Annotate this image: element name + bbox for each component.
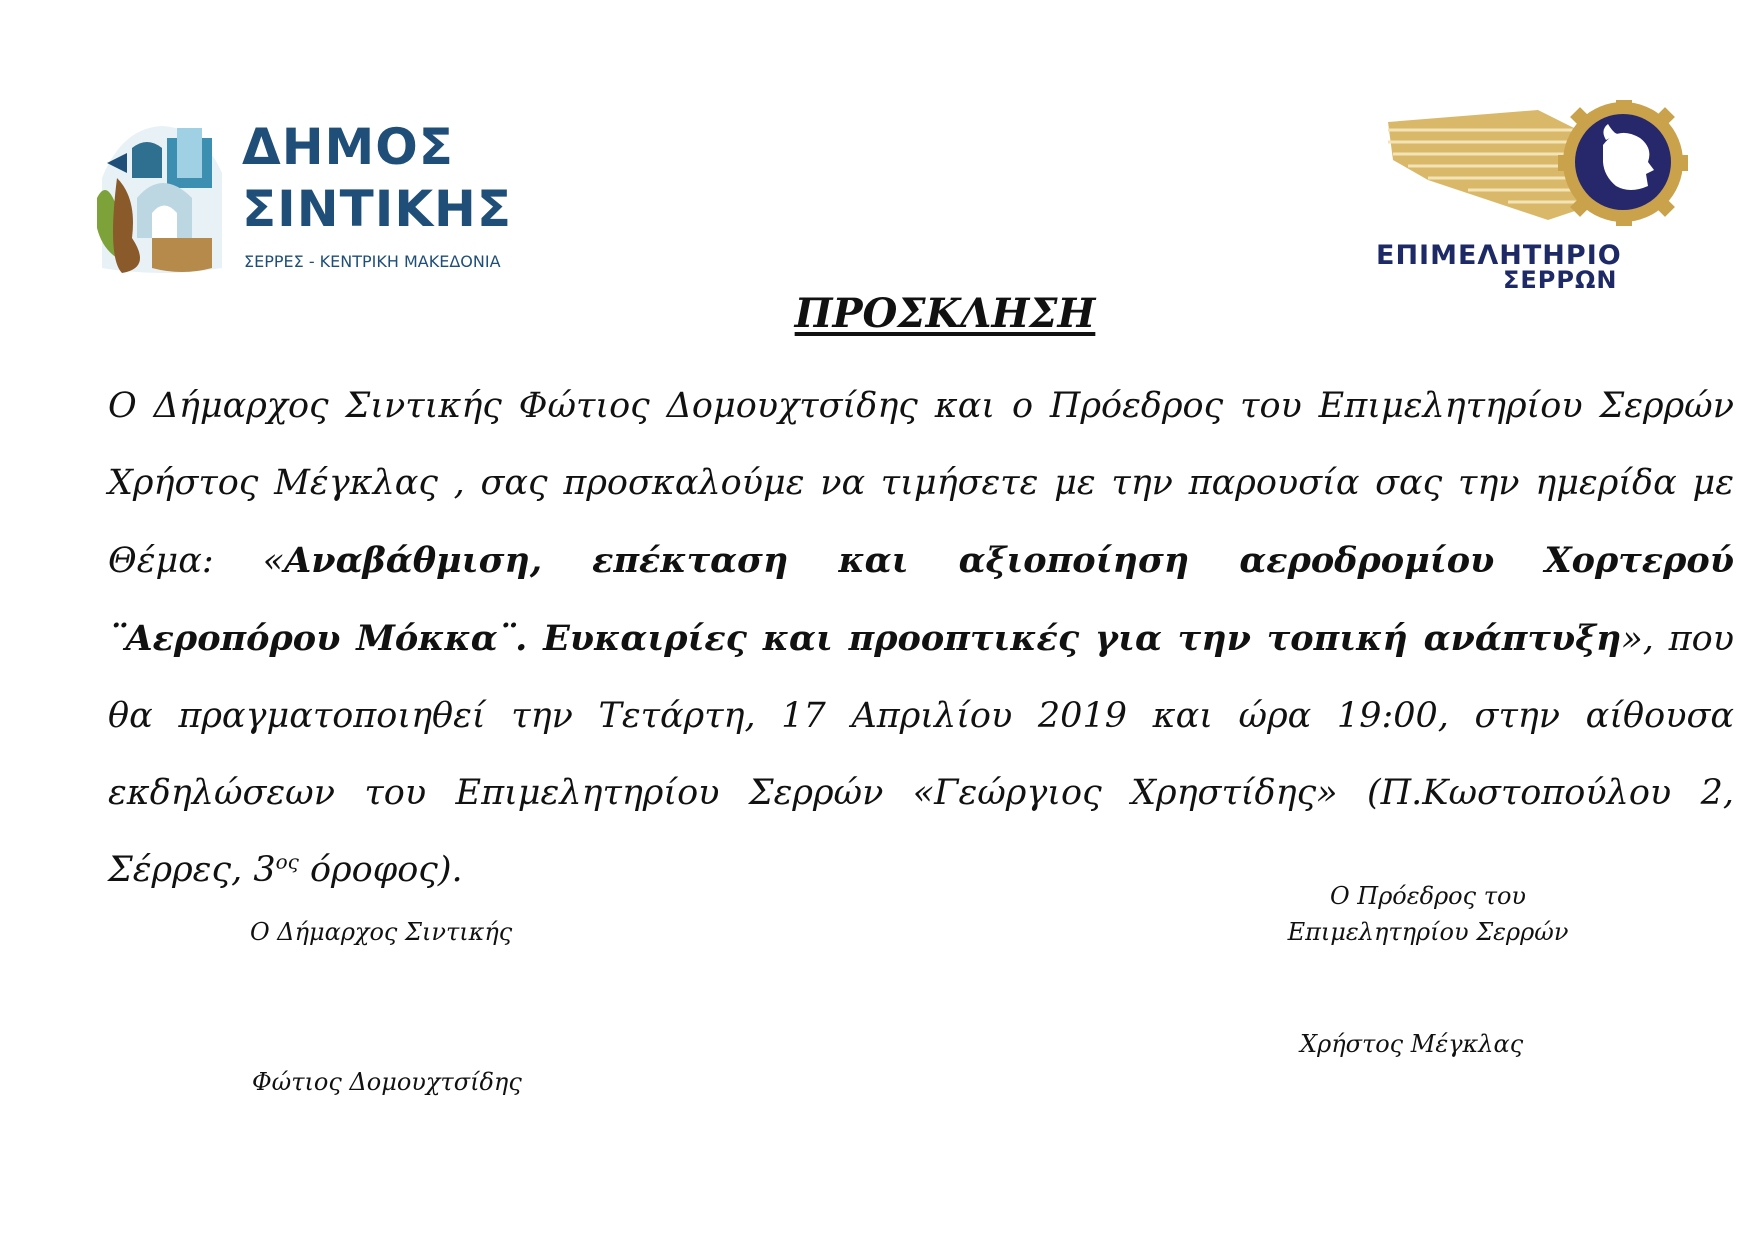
chamber-logo [1368,100,1728,300]
municipality-logo [92,118,512,288]
president-signature-name: Χρήστος Μέγκλας [1300,1030,1524,1058]
body-intro: Ο Δήμαρχος Σιντικής Φώτιος Δομουχτσίδης και ο Πρόεδρος του Επιμελητηρίου Σερρών Χρήστος Μέγκλας , σας προσκαλούμε να τιμήσετε με την παρουσία σας την ημερίδα με Θέμα: « [108,386,1734,581]
president-title-line2: Επιμελητηρίου Σερρών [1287,918,1569,946]
mayor-signature-name: Φώτιος Δομουχτσίδης [252,1068,522,1096]
municipality-subtitle: ΣΕΡΡΕΣ - ΚΕΝΤΡΙΚΗ ΜΑΚΕΔΟΝΙΑ [244,252,501,271]
municipality-name-line2: ΣΙΝΤΙΚΗΣ [242,180,513,238]
president-signature-title [1268,878,1588,950]
municipality-emblem-icon [92,118,232,278]
municipality-name-line1: ΔΗΜΟΣ [242,118,454,176]
chamber-name-line1: ΕΠΙΜΕΛΗΤΗΡΙΟ [1376,240,1622,271]
event-topic: Αναβάθμιση, επέκταση και αξιοποίηση αεροδρομίου Χορτερού ¨Αεροπόρου Μόκκα¨. Ευκαιρίες και προοπτικές για την τοπική ανάπτυξη [108,540,1734,659]
invitation-title: ΠΡΟΣΚΛΗΣΗ [794,290,1096,337]
body-details: », που θα πραγματοποιηθεί την Τετάρτη, 17 Απριλίου 2019 και ώρα 19:00, στην αίθουσα εκδηλώσεων του Επιμελητηρίου Σερρών «Γεώργιος Χρηστίδης» (Π.Κωστοπούλου 2, Σέρρες, 3 [108,619,1734,890]
hermes-gear-emblem-icon [1368,100,1708,245]
invitation-body [108,368,1734,909]
body-ending: όροφος). [298,850,463,890]
mayor-signature-title: Ο Δήμαρχος Σιντικής [250,918,513,946]
president-title-line1: Ο Πρόεδρος του [1329,882,1527,910]
floor-ordinal-suffix: ος [275,849,299,874]
chamber-name-line2: ΣΕΡΡΩΝ [1503,266,1618,294]
